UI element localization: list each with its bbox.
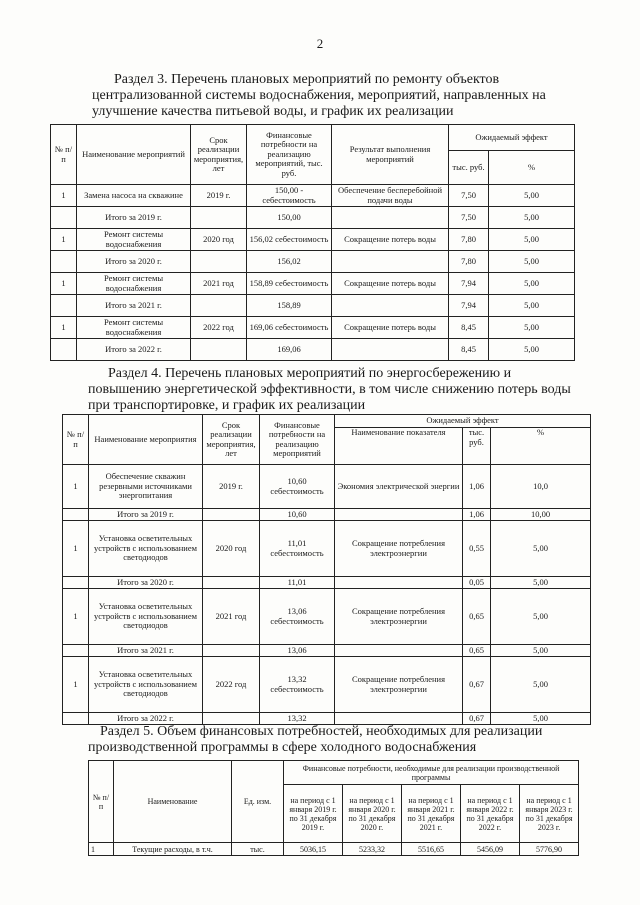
s3-cell-num: 1 <box>51 185 77 207</box>
s4-cell-pct: 10,00 <box>491 509 591 521</box>
section4-heading-line: при транспортировке, и график их реализации <box>88 398 366 413</box>
s3-cell-rub: 8,45 <box>449 317 489 339</box>
s4-cell-indicator: Сокращение потребления электроэнергии <box>335 589 463 645</box>
s4-header-pct: % <box>491 428 591 465</box>
s5-header-period: на период с 1 января 2020 г. по 31 декабря 2020 г. <box>343 785 402 843</box>
s3-cell-name: Итого за 2020 г. <box>77 251 191 273</box>
s5-cell-value: 5456,09 <box>461 843 520 856</box>
table-row <box>89 843 579 856</box>
s4-header-num: № п/п <box>63 415 89 465</box>
s4-cell-indicator: Сокращение потребления электроэнергии <box>335 657 463 713</box>
s5-header-num: № п/п <box>89 761 114 843</box>
s3-cell-num <box>51 339 77 361</box>
s3-cell-finance: 158,89 <box>247 295 332 317</box>
s3-cell-finance: 150,00 <box>247 207 332 229</box>
table-row <box>63 657 591 713</box>
s5-cell-name: Текущие расходы, в т.ч. <box>114 843 232 856</box>
s4-cell-indicator: Экономия электрической энергии <box>335 465 463 509</box>
section4-table <box>62 414 591 725</box>
table-row <box>51 273 575 295</box>
s4-cell-name: Итого за 2021 г. <box>89 645 203 657</box>
s4-cell-pct: 5,00 <box>491 577 591 589</box>
s4-cell-num <box>63 509 89 521</box>
s5-cell-value: 5233,32 <box>343 843 402 856</box>
s3-cell-term <box>191 251 247 273</box>
s4-cell-pct: 5,00 <box>491 589 591 645</box>
s4-cell-term <box>203 509 260 521</box>
s4-header-term: Срок реализации мероприятия, лет <box>203 415 260 465</box>
s3-cell-term: 2019 г. <box>191 185 247 207</box>
s3-cell-name: Ремонт системы водоснабжения <box>77 317 191 339</box>
s5-cell-value: 5036,15 <box>284 843 343 856</box>
s4-cell-indicator <box>335 577 463 589</box>
s3-cell-name: Итого за 2021 г. <box>77 295 191 317</box>
table-row <box>63 577 591 589</box>
s3-cell-result <box>332 251 449 273</box>
s4-header-indicator: Наименование показателя <box>335 428 463 465</box>
s4-cell-indicator <box>335 713 463 725</box>
s3-cell-term: 2021 год <box>191 273 247 295</box>
s3-cell-term <box>191 339 247 361</box>
s3-cell-finance: 156,02 <box>247 251 332 273</box>
s4-cell-num <box>63 577 89 589</box>
s4-header-finance: Финансовые потребности на реализацию мероприятий <box>260 415 335 465</box>
s4-cell-pct: 10,0 <box>491 465 591 509</box>
s3-cell-pct: 5,00 <box>489 251 575 273</box>
s4-cell-finance: 13,32 себестоимость <box>260 657 335 713</box>
s3-cell-result: Обеспечение бесперебойной подачи воды <box>332 185 449 207</box>
s3-cell-finance: 169,06 себестоимость <box>247 317 332 339</box>
s3-cell-rub: 7,94 <box>449 295 489 317</box>
s4-cell-rub: 0,67 <box>463 657 491 713</box>
s3-cell-rub: 7,94 <box>449 273 489 295</box>
s5-header-group: Финансовые потребности, необходимые для реализации производственной программы <box>284 761 579 785</box>
section3-heading-line: централизованной системы водоснабжения, мероприятий, направленных на <box>92 88 546 103</box>
s4-cell-pct: 5,00 <box>491 657 591 713</box>
s4-cell-term: 2019 г. <box>203 465 260 509</box>
s4-cell-indicator <box>335 645 463 657</box>
s5-cell-unit: тыс. <box>232 843 284 856</box>
s5-cell-num: 1 <box>89 843 114 856</box>
s4-cell-name: Итого за 2019 г. <box>89 509 203 521</box>
s4-cell-term <box>203 577 260 589</box>
s3-cell-num: 1 <box>51 273 77 295</box>
section4-heading-line: повышению энергетической эффективности, в том числе снижению потерь воды <box>88 382 571 397</box>
s3-header-num: № п/ п <box>51 125 77 185</box>
s4-cell-pct: 5,00 <box>491 645 591 657</box>
s3-cell-pct: 5,00 <box>489 339 575 361</box>
s3-cell-result <box>332 207 449 229</box>
s4-cell-rub: 0,65 <box>463 645 491 657</box>
table-row <box>51 207 575 229</box>
s4-cell-term <box>203 645 260 657</box>
s4-cell-name: Итого за 2020 г. <box>89 577 203 589</box>
s3-cell-name: Ремонт системы водоснабжения <box>77 273 191 295</box>
s3-header-finance: Финансовые потребности на реализацию мероприятий, тыс. руб. <box>247 125 332 185</box>
table-row <box>51 251 575 273</box>
section3-heading <box>92 72 566 120</box>
s4-cell-name: Итого за 2022 г. <box>89 713 203 725</box>
s4-cell-num <box>63 645 89 657</box>
table-row <box>51 295 575 317</box>
s5-header-unit: Ед. изм. <box>232 761 284 843</box>
s3-cell-num <box>51 295 77 317</box>
s4-cell-finance: 10,60 <box>260 509 335 521</box>
s5-header-period: на период с 1 января 2023 г. по 31 декабря 2023 г. <box>520 785 579 843</box>
s4-header-effect: Ожидаемый эффект <box>335 415 591 428</box>
s3-cell-finance: 156,02 себестоимость <box>247 229 332 251</box>
s4-cell-finance: 13,06 себестоимость <box>260 589 335 645</box>
s3-cell-pct: 5,00 <box>489 207 575 229</box>
table-row <box>51 339 575 361</box>
s3-cell-rub: 7,80 <box>449 251 489 273</box>
s3-cell-term: 2020 год <box>191 229 247 251</box>
table-row <box>63 713 591 725</box>
s3-cell-name: Итого за 2019 г. <box>77 207 191 229</box>
s4-cell-rub: 0,67 <box>463 713 491 725</box>
section3-table <box>50 124 575 361</box>
s4-cell-name: Установка осветительных устройств с использованием светодиодов <box>89 521 203 577</box>
s3-cell-result <box>332 295 449 317</box>
s3-cell-term <box>191 295 247 317</box>
s4-cell-rub: 0,05 <box>463 577 491 589</box>
s3-header-pct: % <box>489 151 575 185</box>
s4-cell-term: 2022 год <box>203 657 260 713</box>
section5-heading <box>88 724 576 756</box>
s5-cell-value: 5776,90 <box>520 843 579 856</box>
table-row <box>63 521 591 577</box>
s4-cell-num <box>63 713 89 725</box>
s4-cell-finance: 10,60 себестоимость <box>260 465 335 509</box>
s3-cell-name: Итого за 2022 г. <box>77 339 191 361</box>
s3-header-name: Наименование мероприятий <box>77 125 191 185</box>
table-row <box>51 185 575 207</box>
s3-cell-num: 1 <box>51 229 77 251</box>
s4-cell-finance: 13,06 <box>260 645 335 657</box>
s4-cell-term: 2020 год <box>203 521 260 577</box>
table-row <box>63 465 591 509</box>
s5-header-name: Наименование <box>114 761 232 843</box>
s4-cell-finance: 11,01 <box>260 577 335 589</box>
s5-cell-value: 5516,65 <box>402 843 461 856</box>
section5-table <box>88 760 579 856</box>
s4-cell-name: Установка осветительных устройств с использованием светодиодов <box>89 589 203 645</box>
table-row <box>63 589 591 645</box>
s4-cell-finance: 11,01 себестоимость <box>260 521 335 577</box>
s3-cell-result: Сокращение потерь воды <box>332 229 449 251</box>
s4-cell-rub: 0,55 <box>463 521 491 577</box>
section5-heading-line: Раздел 5. Объем финансовых потребностей, необходимых для реализации <box>100 724 543 739</box>
s4-cell-pct: 5,00 <box>491 713 591 725</box>
s3-cell-pct: 5,00 <box>489 229 575 251</box>
s3-header-term: Срок реализации мероприятия, лет <box>191 125 247 185</box>
s4-cell-term <box>203 713 260 725</box>
s4-cell-rub: 1,06 <box>463 509 491 521</box>
s3-cell-pct: 5,00 <box>489 317 575 339</box>
s4-cell-indicator <box>335 509 463 521</box>
s4-cell-pct: 5,00 <box>491 521 591 577</box>
table-row <box>51 229 575 251</box>
s3-cell-name: Замена насоса на скважине <box>77 185 191 207</box>
s3-header-result: Результат выполнения мероприятий <box>332 125 449 185</box>
table-row <box>63 509 591 521</box>
s5-header-period: на период с 1 января 2022 г. по 31 декабря 2022 г. <box>461 785 520 843</box>
s3-cell-finance: 150,00 - себестоимость <box>247 185 332 207</box>
s4-cell-name: Установка осветительных устройств с использованием светодиодов <box>89 657 203 713</box>
s4-header-rub: тыс. руб. <box>463 428 491 465</box>
section3-heading-line: Раздел 3. Перечень плановых мероприятий по ремонту объектов <box>114 72 500 87</box>
s3-cell-rub: 8,45 <box>449 339 489 361</box>
table-row <box>51 317 575 339</box>
s4-cell-num: 1 <box>63 521 89 577</box>
s3-cell-rub: 7,50 <box>449 185 489 207</box>
s4-cell-num: 1 <box>63 657 89 713</box>
s4-cell-term: 2021 год <box>203 589 260 645</box>
s3-cell-finance: 169,06 <box>247 339 332 361</box>
s4-cell-finance: 13,32 <box>260 713 335 725</box>
s4-cell-indicator: Сокращение потребления электроэнергии <box>335 521 463 577</box>
s3-cell-result <box>332 339 449 361</box>
s3-cell-pct: 5,00 <box>489 295 575 317</box>
s3-header-rub: тыс. руб. <box>449 151 489 185</box>
s3-cell-term: 2022 год <box>191 317 247 339</box>
s4-cell-rub: 0,65 <box>463 589 491 645</box>
s3-header-effect: Ожидаемый эффект <box>449 125 575 151</box>
s3-cell-num <box>51 207 77 229</box>
s3-cell-rub: 7,80 <box>449 229 489 251</box>
s5-header-period: на период с 1 января 2021 г. по 31 декабря 2021 г. <box>402 785 461 843</box>
table-row <box>63 645 591 657</box>
s3-cell-result: Сокращение потерь воды <box>332 273 449 295</box>
s4-cell-rub: 1,06 <box>463 465 491 509</box>
s3-cell-pct: 5,00 <box>489 185 575 207</box>
s3-cell-num: 1 <box>51 317 77 339</box>
s3-cell-result: Сокращение потерь воды <box>332 317 449 339</box>
s4-cell-name: Обеспечение скважин резервными источниками энергопитания <box>89 465 203 509</box>
section4-heading-line: Раздел 4. Перечень плановых мероприятий по энергосбережению и <box>108 366 512 381</box>
section3-heading-line: улучшение качества питьевой воды, и график их реализации <box>92 104 454 119</box>
s3-cell-term <box>191 207 247 229</box>
s4-cell-num: 1 <box>63 589 89 645</box>
s3-cell-name: Ремонт системы водоснабжения <box>77 229 191 251</box>
page-number: 2 <box>316 36 324 51</box>
section4-heading <box>88 366 570 414</box>
s4-cell-num: 1 <box>63 465 89 509</box>
s5-header-period: на период с 1 января 2019 г. по 31 декабря 2019 г. <box>284 785 343 843</box>
s4-header-name: Наименование мероприятия <box>89 415 203 465</box>
s3-cell-rub: 7,50 <box>449 207 489 229</box>
s3-cell-pct: 5,00 <box>489 273 575 295</box>
s3-cell-num <box>51 251 77 273</box>
section5-heading-line: производственной программы в сфере холодного водоснабжения <box>88 740 477 755</box>
s3-cell-finance: 158,89 себестоимость <box>247 273 332 295</box>
